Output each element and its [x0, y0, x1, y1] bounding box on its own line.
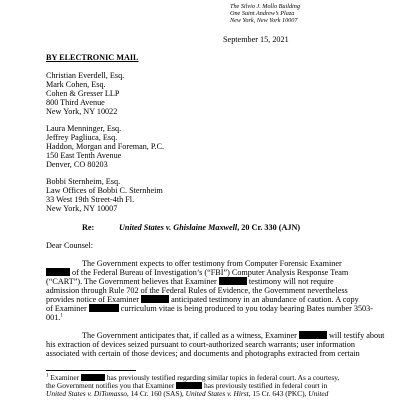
footnote-number: 1: [46, 373, 49, 379]
addressee-line: New York, NY 10007: [46, 204, 118, 213]
case-number: , 20 Cr. 330 (AJN): [237, 223, 301, 232]
delivery-method: BY ELECTRONIC MAIL: [46, 53, 139, 62]
footnote-line: the Government notifies you that Examiner has previously testified in federal court in: [46, 381, 328, 390]
footnote-ref: 1: [60, 313, 63, 319]
re-subject: [119, 223, 300, 233]
addressee-line: 150 East Tenth Avenue: [46, 151, 122, 160]
footnote-line: United States v. DiTomasso, 14 Cr. 160 (SAS), United States v. Hirst, 15 Cr. 643 (PKC), United: [46, 389, 329, 398]
redaction-box: [141, 295, 169, 303]
letter-date: September 15, 2021: [223, 35, 289, 44]
addressee-line: Jeffrey Pagliuca, Esq.: [46, 133, 118, 142]
letterhead-line-3: New York, New York 10007: [230, 17, 298, 24]
body-line: The Government anticipates that, if called as a witness, Examiner will testify about: [82, 331, 385, 340]
footnote-line: $^1$ Examiner has previously testified regarding similar topics in federal court. As a courtesy,: [46, 373, 340, 382]
addressee-line: Cohen & Gresser LLP: [46, 89, 120, 98]
addressee-line: New York, NY 10022: [46, 107, 118, 116]
addressee-line: Mark Cohen, Esq.: [46, 80, 106, 89]
body-line: The Government expects to offer testimony from Computer Forensic Examiner: [82, 259, 342, 268]
body-line: provides notice of Examiner anticipated testimony in an abundance of caution. A copy: [46, 295, 359, 304]
redaction-box: [219, 277, 247, 285]
addressee-line: Law Offices of Bobbi C. Sternheim: [46, 186, 163, 195]
addressee-line: 33 West 19th Street-4th Fl.: [46, 195, 135, 204]
body-line: of the Federal Bureau of Investigation’s (“FBI”) Computer Analysis Response Team: [46, 268, 348, 278]
re-label: Re:: [82, 223, 95, 232]
redaction-box: [81, 374, 105, 381]
addressee-line: Laura Menninger, Esq.: [46, 124, 122, 133]
body-line: admission through Rule 702 of the Federal Rules of Evidence, the Government nevertheless: [46, 286, 348, 295]
redaction-box: [46, 268, 70, 276]
letterhead-line-2: One Saint Andrew’s Plaza: [230, 10, 295, 17]
body-line: of Examiner curriculum vitae is being produced to you today bearing Bates number 3503-: [46, 304, 373, 313]
addressee-line: Haddon, Morgan and Foreman, P.C.: [46, 142, 165, 151]
body-line: his extraction of devices seized pursuant to court-authorized search warrants; user information: [46, 340, 355, 349]
footnote-separator: [46, 370, 136, 371]
redaction-box: [89, 304, 119, 312]
case-caption: United States v. Ghislaine Maxwell: [119, 223, 238, 232]
redaction-box: [299, 331, 327, 339]
addressee-line: Christian Everdell, Esq.: [46, 71, 125, 80]
body-line: (“CART”). The Government believes that Examiner testimony will not require: [46, 277, 334, 286]
redaction-box: [176, 382, 202, 389]
salutation: Dear Counsel:: [46, 241, 94, 250]
body-line: 001.$^1$: [46, 313, 63, 322]
addressee-line: Denver, CO 80203: [46, 160, 108, 169]
addressee-line: 800 Third Avenue: [46, 98, 105, 107]
body-line: associated with certain of those devices; and documents and photographs extracted from certain: [46, 349, 360, 358]
addressee-line: Bobbi Sternheim, Esq.: [46, 177, 121, 186]
letterhead-line-1: The Silvio J. Mollo Building: [230, 3, 300, 10]
